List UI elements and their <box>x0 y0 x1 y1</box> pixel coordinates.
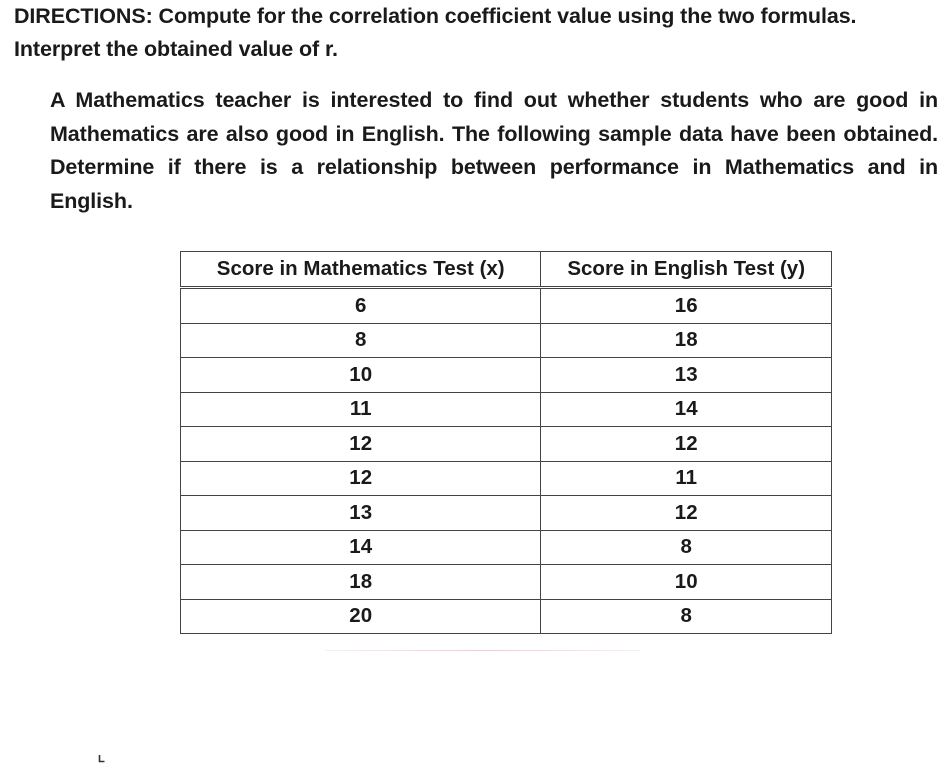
math-score-cell: 10 <box>181 358 541 393</box>
math-score-cell: 11 <box>181 392 541 427</box>
scores-table <box>180 251 832 634</box>
table-row <box>181 427 832 462</box>
table-row <box>181 599 832 634</box>
table-row <box>181 530 832 565</box>
table-row <box>181 496 832 531</box>
math-score-cell: 12 <box>181 427 541 462</box>
math-score-cell: 12 <box>181 461 541 496</box>
math-score-cell: 8 <box>181 323 541 358</box>
math-score-cell: 18 <box>181 565 541 600</box>
problem-statement: A Mathematics teacher is interested to find out whether students who are good in Mathematics are also good in English. The following sample data have been obtained. Determine if there is a relationship between performance in Mathematics and in English. <box>50 88 938 213</box>
math-score-cell: 14 <box>181 530 541 565</box>
table-row <box>181 461 832 496</box>
data-table-container <box>180 251 832 634</box>
table-row <box>181 358 832 393</box>
table-header-row <box>181 252 832 288</box>
english-score-cell: 11 <box>541 461 832 496</box>
english-score-cell: 12 <box>541 427 832 462</box>
english-score-cell: 8 <box>541 530 832 565</box>
table-row <box>181 392 832 427</box>
corner-tick-mark <box>98 754 106 763</box>
header-english-score: Score in English Test (y) <box>541 252 832 288</box>
table-row <box>181 565 832 600</box>
english-score-cell: 13 <box>541 358 832 393</box>
english-score-cell: 16 <box>541 288 832 324</box>
english-score-cell: 18 <box>541 323 832 358</box>
math-score-cell: 13 <box>181 496 541 531</box>
english-score-cell: 14 <box>541 392 832 427</box>
faint-underline-decoration <box>325 650 640 651</box>
header-math-score: Score in Mathematics Test (x) <box>181 252 541 288</box>
english-score-cell: 10 <box>541 565 832 600</box>
math-score-cell: 6 <box>181 288 541 324</box>
english-score-cell: 12 <box>541 496 832 531</box>
math-score-cell: 20 <box>181 599 541 634</box>
directions-text: DIRECTIONS: Compute for the correlation coefficient value using the two formulas. Interpret the obtained value of r. <box>14 4 857 61</box>
table-row <box>181 288 832 324</box>
table-row <box>181 323 832 358</box>
english-score-cell: 8 <box>541 599 832 634</box>
